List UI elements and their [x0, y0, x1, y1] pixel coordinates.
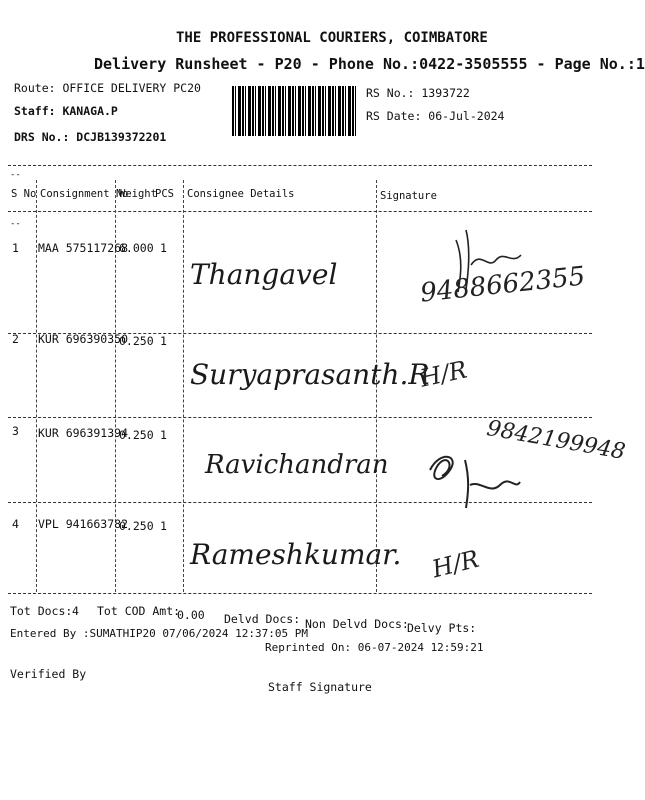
reprinted-on: Reprinted On: 06-07-2024 12:59:21: [265, 641, 484, 654]
staff-signature: Staff Signature: [268, 680, 372, 694]
table-bottom-divider: [8, 593, 592, 594]
row-2-signature: H/R: [417, 355, 470, 393]
row-3-consignee: Ravichandran: [205, 450, 389, 480]
row-2-consignment: KUR 696390350: [38, 332, 129, 346]
table-header-divider: [8, 211, 592, 212]
row-3-weight: 0.250: [119, 428, 154, 442]
row-1-signature: 9488662355: [418, 261, 587, 309]
drs-number: DRS No.: DCJB139372201: [14, 130, 167, 144]
col-separator: [36, 180, 37, 592]
row-4-pcs: 1: [160, 519, 167, 533]
col-separator: [183, 180, 184, 592]
row-3-pcs: 1: [160, 428, 167, 442]
col-consignee: Consignee Details: [187, 188, 295, 200]
row-1-sno: 1: [12, 241, 19, 255]
row-2-consignee: Suryaprasanth.R: [190, 358, 430, 391]
verified-by: Verified By: [10, 667, 87, 681]
row-4-signature: H/R: [429, 544, 482, 584]
row-1-pcs: 1: [160, 241, 167, 255]
col-signature: Signature: [380, 190, 437, 202]
rs-date: RS Date: 06-Jul-2024: [366, 109, 505, 123]
header-marker: --: [10, 170, 21, 180]
row-1-consignee: Thangavel: [190, 258, 338, 291]
row-4-consignee: Rameshkumar.: [190, 538, 402, 571]
runsheet-subtitle: Delivery Runsheet - P20 - Phone No.:0422-3505555 - Page No.:1: [94, 55, 645, 73]
tot-cod-value: 0.00: [177, 608, 205, 622]
staff-name: Staff: KANAGA.P: [14, 104, 118, 118]
delvd-docs: Delvd Docs:: [224, 612, 301, 626]
tot-docs-value: 4: [72, 604, 79, 618]
row-3-signature-scribble: [420, 440, 530, 515]
col-consignment: Consignment No: [40, 188, 129, 200]
delvy-pts: Delvy Pts:: [407, 621, 477, 635]
row-marker: --: [10, 219, 21, 229]
row-3-consignment: KUR 696391394: [38, 426, 129, 440]
row-4-sno: 4: [12, 517, 19, 531]
row-2-weight: 0.250: [119, 334, 154, 348]
row-2-sno: 2: [12, 332, 19, 346]
row-1-weight: 6.000: [119, 241, 154, 255]
row-divider: [8, 502, 592, 503]
col-sno: S No: [11, 188, 37, 200]
row-2-pcs: 1: [160, 334, 167, 348]
barcode: [232, 86, 356, 136]
row-1-consignment: MAA 575117268: [38, 241, 129, 255]
company-title: THE PROFESSIONAL COURIERS, COIMBATORE: [176, 30, 488, 46]
col-weight: Weight: [119, 188, 157, 200]
row-1-signature-scribble: [426, 220, 536, 300]
row-3-signature: 9842199948: [484, 416, 628, 465]
col-pcs: PCS: [155, 188, 174, 200]
header-divider: [8, 165, 592, 166]
non-delvd-docs: Non Delvd Docs:: [305, 617, 409, 631]
row-4-consignment: VPL 941663782: [38, 517, 129, 531]
rs-number: RS No.: 1393722: [366, 86, 470, 100]
row-4-weight: 0.250: [119, 519, 154, 533]
entered-by: Entered By :SUMATHIP20 07/06/2024 12:37:05 PM: [10, 627, 309, 640]
row-3-sno: 3: [12, 424, 19, 438]
route: Route: OFFICE DELIVERY PC20: [14, 81, 201, 95]
tot-cod-label: Tot COD Amt:: [97, 604, 181, 618]
tot-docs-label: Tot Docs:: [10, 604, 73, 618]
